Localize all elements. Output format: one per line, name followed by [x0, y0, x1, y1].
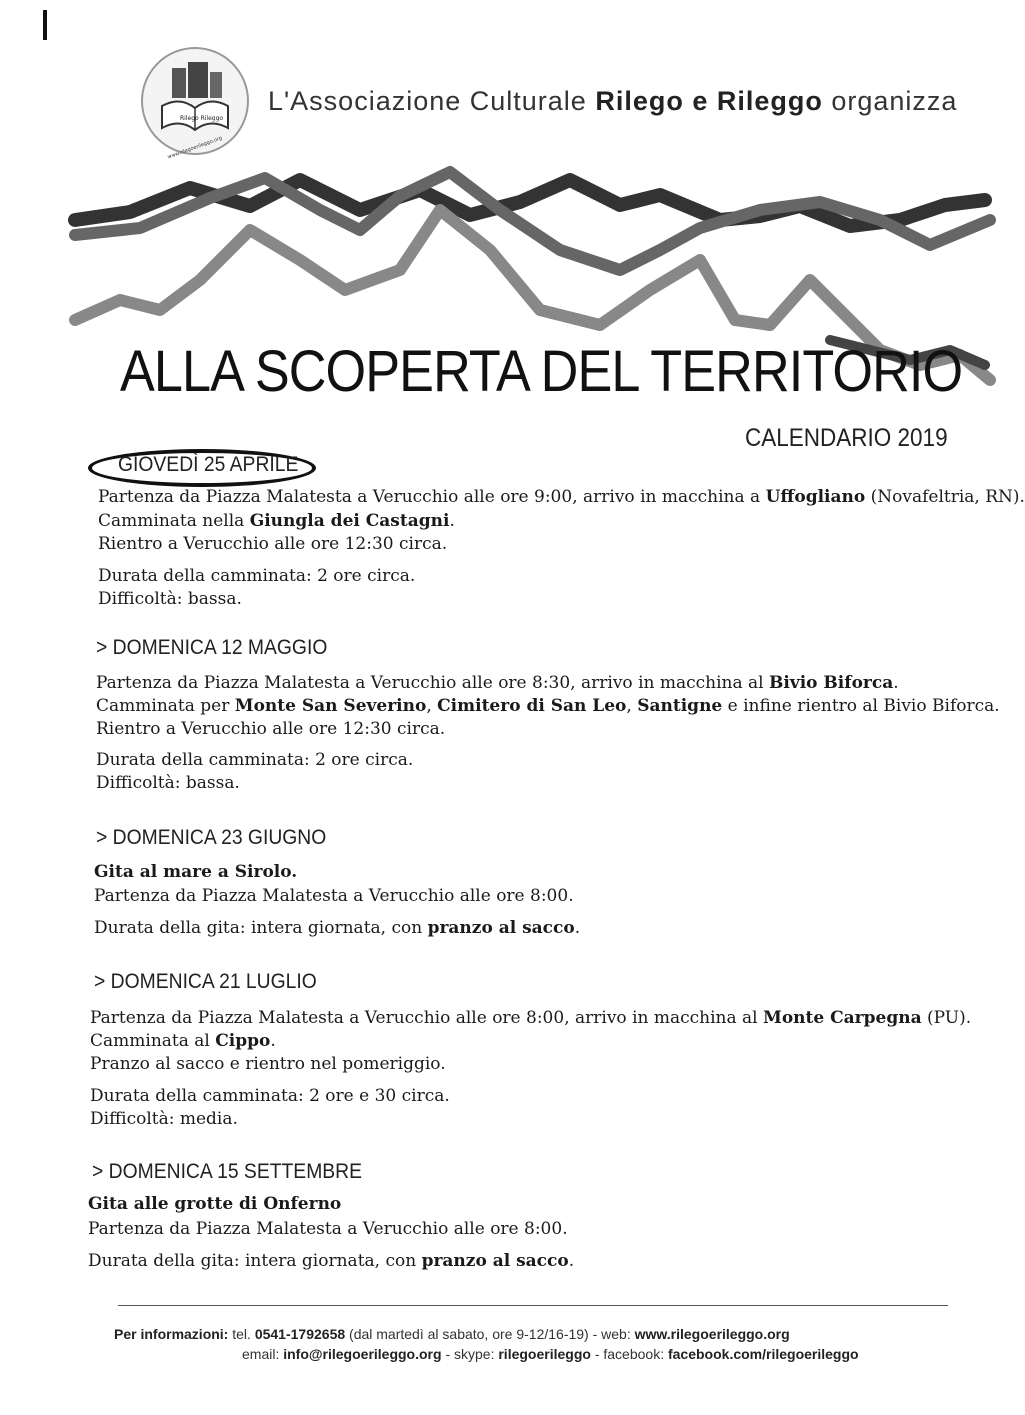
footer-line-1: Per informazioni: tel. 0541-1792658 (dal martedì al sabato, ore 9-12/16-19) - web: www.rilegoerileggo.org — [114, 1326, 790, 1342]
event-line: Partenza da Piazza Malatesta a Verucchio alle ore 9:00, arrivo in macchina a Uffogliano (Novafeltria, RN). — [98, 487, 1025, 507]
event-line: Gita alle grotte di Onferno — [88, 1194, 342, 1214]
event-line: Partenza da Piazza Malatesta a Verucchio alle ore 8:00. — [94, 886, 574, 906]
association-logo — [140, 46, 250, 161]
event-line: Pranzo al sacco e rientro nel pomeriggio. — [90, 1054, 446, 1074]
corner-mark — [43, 10, 47, 40]
event-heading: > DOMENICA 21 LUGLIO — [94, 970, 317, 993]
event-heading: GIOVEDÌ 25 APRILE — [118, 453, 299, 476]
event-line: Partenza da Piazza Malatesta a Verucchio alle ore 8:30, arrivo in macchina al Bivio Biforca. — [96, 673, 899, 693]
facebook-link: facebook.com/rilegoerileggo — [667, 1346, 859, 1362]
event-line: Camminata per Monte San Severino, Cimitero di San Leo, Santigne e infine rientro al Bivio Biforca. — [96, 696, 1000, 716]
event-heading: > DOMENICA 23 GIUGNO — [96, 826, 327, 849]
phone-number: 0541-1792658 — [254, 1326, 346, 1342]
event-line: Partenza da Piazza Malatesta a Verucchio alle ore 8:00, arrivo in macchina al Monte Carpegna (PU). — [90, 1008, 972, 1028]
logo-ring-text: www.rilegoerileggo.org — [166, 135, 223, 161]
event-line: Difficoltà: bassa. — [98, 589, 242, 609]
event-line: Gita al mare a Sirolo. — [94, 862, 298, 882]
email-address: info@rilegoerileggo.org — [283, 1346, 442, 1362]
event-line: Partenza da Piazza Malatesta a Verucchio alle ore 8:00. — [88, 1219, 568, 1239]
organizer-line: L'Associazione Culturale Rilego e Rileggo organizza — [268, 86, 958, 116]
event-line: Difficoltà: bassa. — [96, 773, 240, 793]
footer-line-2: email: info@rilegoerileggo.org - skype: rilegoerileggo - facebook: facebook.com/rilegoerileggo — [242, 1346, 859, 1362]
event-line: Rientro a Verucchio alle ore 12:30 circa. — [96, 719, 446, 739]
skype-handle: rilegoerileggo — [498, 1346, 591, 1362]
event-line: Durata della gita: intera giornata, con pranzo al sacco. — [94, 918, 581, 938]
event-line: Durata della camminata: 2 ore circa. — [98, 566, 416, 586]
event-line: Difficoltà: media. — [90, 1109, 238, 1129]
footer-divider — [118, 1305, 948, 1306]
website-link: www.rilegoerileggo.org — [634, 1326, 790, 1342]
page-title: ALLA SCOPERTA DEL TERRITORIO — [120, 339, 963, 404]
event-heading: > DOMENICA 12 MAGGIO — [96, 636, 328, 659]
logo-text: Rilego Rileggo — [180, 115, 224, 122]
calendar-label: CALENDARIO 2019 — [745, 424, 948, 452]
event-line: Rientro a Verucchio alle ore 12:30 circa. — [98, 534, 448, 554]
event-line: Camminata al Cippo. — [90, 1031, 276, 1051]
event-line: Durata della camminata: 2 ore e 30 circa. — [90, 1086, 450, 1106]
event-heading: > DOMENICA 15 SETTEMBRE — [92, 1160, 363, 1183]
event-line: Durata della gita: intera giornata, con pranzo al sacco. — [88, 1251, 575, 1271]
event-line: Camminata nella Giungla dei Castagni. — [98, 511, 455, 531]
event-line: Durata della camminata: 2 ore circa. — [96, 750, 414, 770]
